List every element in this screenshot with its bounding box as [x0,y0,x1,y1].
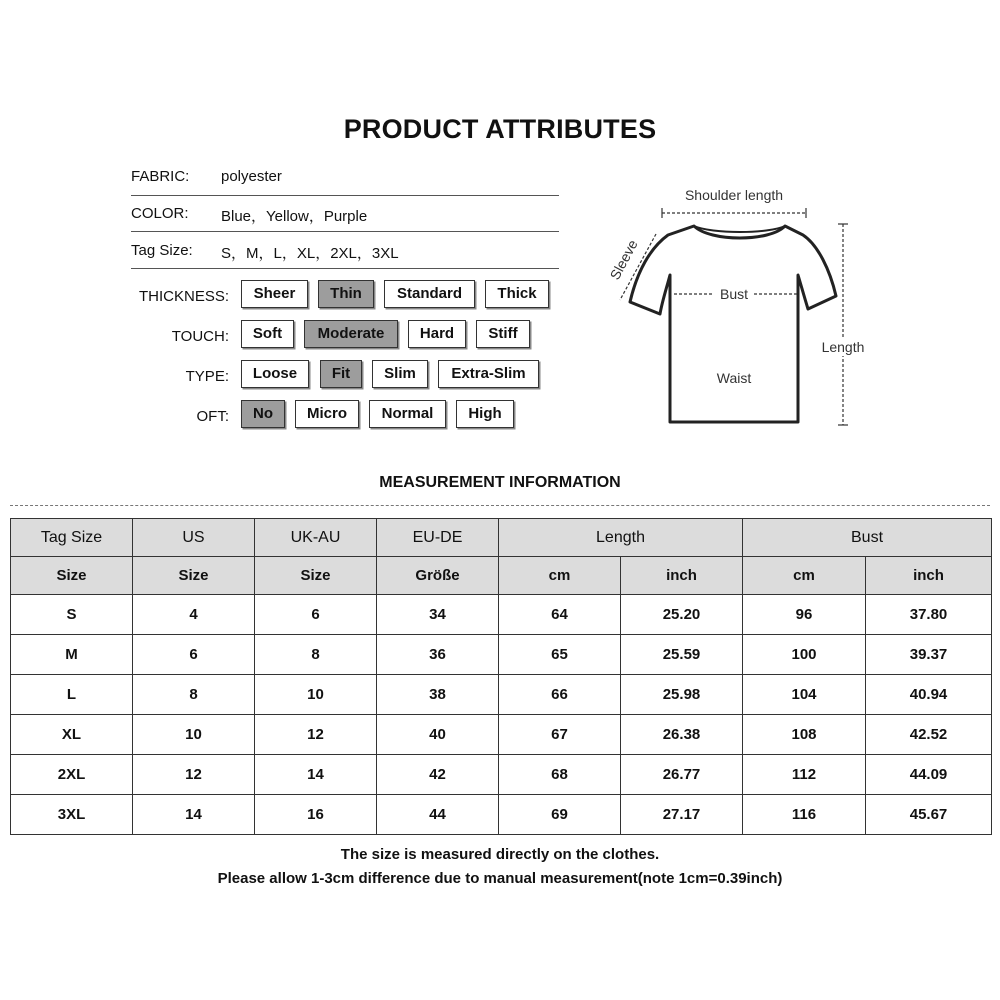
table-cell: 40 [377,715,499,755]
touch-label: TOUCH: [171,328,229,345]
table-cell: 116 [743,795,866,835]
table-cell: 42 [377,755,499,795]
table-cell: 25.98 [621,675,743,715]
table-cell: XL [11,715,133,755]
table-cell: 96 [743,595,866,635]
header-cell: EU-DE [377,519,499,557]
table-cell: 69 [499,795,621,835]
subheader-cell: cm [743,557,866,595]
table-cell: 8 [255,635,377,675]
table-cell: 10 [133,715,255,755]
note-measured: The size is measured directly on the clothes. [340,846,660,863]
table-row [11,755,992,795]
thickness-option-thick[interactable]: Thick [485,280,549,308]
tshirt-outline-icon [630,226,836,422]
touch-option-stiff[interactable]: Stiff [476,320,530,348]
table-cell: 6 [133,635,255,675]
shoulder-label: Shoulder length [684,187,784,203]
subheader-cell: Size [133,557,255,595]
table-cell: 6 [255,595,377,635]
table-cell: 36 [377,635,499,675]
divider [131,268,559,269]
type-label: TYPE: [185,368,229,385]
attr-row-color [131,195,559,231]
table-cell: 12 [133,755,255,795]
table-cell: 10 [255,675,377,715]
table-subheader-row [11,557,992,595]
table-cell: 44 [377,795,499,835]
thickness-option-thin[interactable]: Thin [318,280,374,308]
table-cell: 112 [743,755,866,795]
table-row [11,595,992,635]
attr-label: Tag Size: [131,242,193,259]
type-option-extra-slim[interactable]: Extra-Slim [438,360,539,388]
table-cell: 40.94 [866,675,992,715]
thickness-label: THICKNESS: [138,288,229,305]
touch-option-hard[interactable]: Hard [408,320,466,348]
table-row [11,675,992,715]
table-cell: 14 [133,795,255,835]
page-title: PRODUCT ATTRIBUTES [343,114,657,144]
thickness-option-sheer[interactable]: Sheer [241,280,308,308]
table-cell: 2XL [11,755,133,795]
measurement-title: MEASUREMENT INFORMATION [379,474,621,491]
touch-option-moderate[interactable]: Moderate [304,320,398,348]
table-cell: M [11,635,133,675]
table-cell: 25.59 [621,635,743,675]
attr-label: COLOR: [131,205,189,222]
table-cell: 34 [377,595,499,635]
attr-row-tag-size [131,232,559,268]
subheader-cell: Größe [377,557,499,595]
table-cell: 16 [255,795,377,835]
header-cell: UK-AU [255,519,377,557]
table-cell: 26.77 [621,755,743,795]
table-cell: 8 [133,675,255,715]
table-cell: 4 [133,595,255,635]
table-cell: 44.09 [866,755,992,795]
table-cell: 39.37 [866,635,992,675]
table-cell: 14 [255,755,377,795]
table-cell: 68 [499,755,621,795]
table-cell: 104 [743,675,866,715]
table-cell: 25.20 [621,595,743,635]
subheader-cell: Size [255,557,377,595]
table-cell: 108 [743,715,866,755]
attr-row-fabric [131,158,559,194]
table-cell: 26.38 [621,715,743,755]
table-cell: 12 [255,715,377,755]
subheader-cell: Size [11,557,133,595]
table-cell: 38 [377,675,499,715]
header-cell: Length [499,519,743,557]
table-header-row [11,519,992,557]
attr-value: polyester [221,168,282,185]
oft-option-no[interactable]: No [241,400,285,428]
type-option-slim[interactable]: Slim [372,360,428,388]
table-cell: 64 [499,595,621,635]
dashed-divider [10,505,990,506]
header-cell: Tag Size [11,519,133,557]
thickness-option-standard[interactable]: Standard [384,280,475,308]
subheader-cell: cm [499,557,621,595]
table-cell: 65 [499,635,621,675]
sleeve-label: Sleeve [606,236,641,283]
type-option-loose[interactable]: Loose [241,360,309,388]
table-row [11,715,992,755]
tshirt-measurement-diagram [600,180,880,440]
table-cell: S [11,595,133,635]
table-cell: 37.80 [866,595,992,635]
attr-label: FABRIC: [131,168,190,185]
waist-label: Waist [716,370,752,386]
attr-value: Blue，Yellow，Purple [221,208,368,225]
table-cell: 100 [743,635,866,675]
subheader-cell: inch [866,557,992,595]
bust-label: Bust [719,286,749,302]
table-cell: 67 [499,715,621,755]
table-cell: L [11,675,133,715]
header-cell: US [133,519,255,557]
size-chart-table [10,518,992,835]
length-label: Length [821,339,865,355]
table-cell: 45.67 [866,795,992,835]
table-row [11,635,992,675]
note-difference: Please allow 1-3cm difference due to manual measurement(note 1cm=0.39inch) [217,870,783,887]
touch-option-soft[interactable]: Soft [241,320,294,348]
attr-value: S，M，L，XL，2XL，3XL [221,245,399,262]
table-row [11,795,992,835]
type-option-fit[interactable]: Fit [320,360,362,388]
oft-label: OFT: [196,408,229,425]
oft-option-normal[interactable]: Normal [369,400,446,428]
header-cell: Bust [743,519,992,557]
subheader-cell: inch [621,557,743,595]
table-cell: 27.17 [621,795,743,835]
oft-option-micro[interactable]: Micro [295,400,359,428]
collar-icon [694,226,785,232]
table-cell: 42.52 [866,715,992,755]
table-cell: 3XL [11,795,133,835]
oft-option-high[interactable]: High [456,400,514,428]
table-cell: 66 [499,675,621,715]
